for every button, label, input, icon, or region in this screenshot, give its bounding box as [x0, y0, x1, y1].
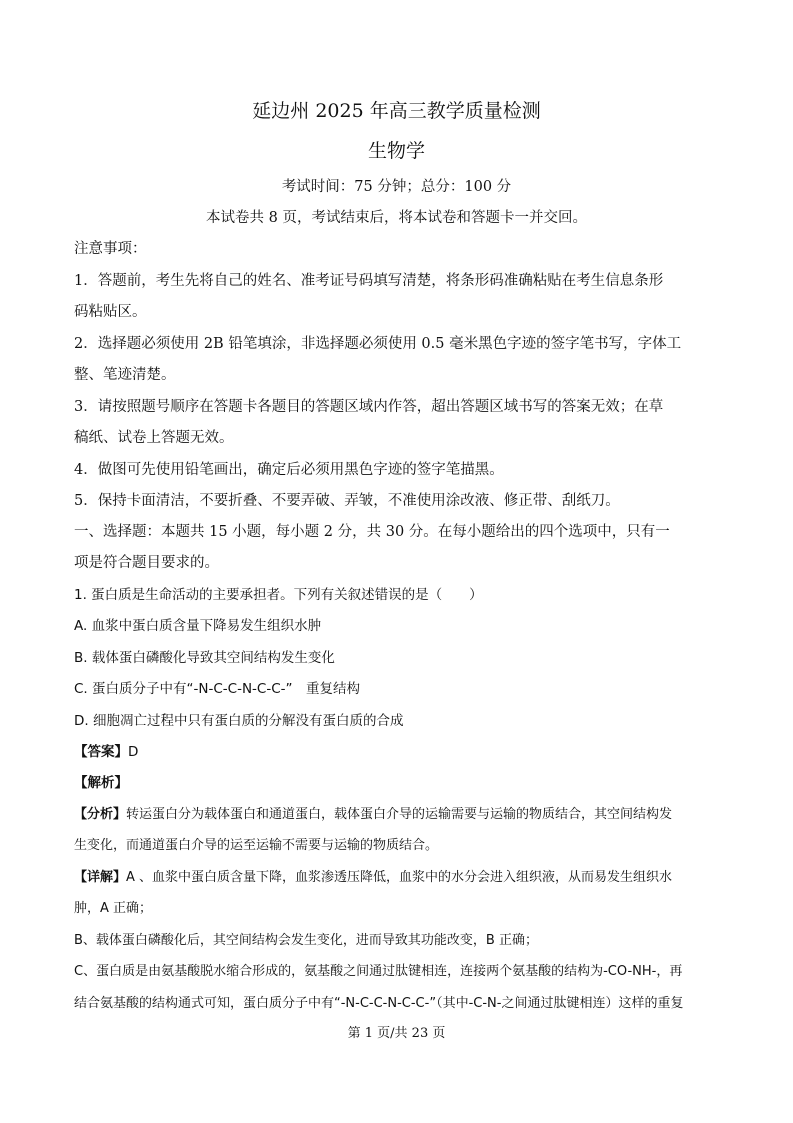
xiangjie-text: A 、血浆中蛋白质含量下降，血浆渗透压降低，血浆中的水分会进入组织液，从而易发生组织水 — [126, 870, 673, 885]
section-heading-cont: 项是符合题目要求的。 — [74, 555, 219, 571]
notice-heading: 注意事项： — [74, 241, 147, 257]
subject-title: 生物学 — [367, 140, 425, 162]
option-d: D. 细胞凋亡过程中只有蛋白质的分解没有蛋白质的合成 — [74, 713, 404, 729]
page-number: 第 1 页/共 23 页 — [347, 1026, 446, 1041]
notice-item-4: 4．做图可先使用铅笔画出，确定后必须用黑色字迹的签字笔描黑。 — [74, 462, 504, 478]
detail-c: C、蛋白质是由氨基酸脱水缩合形成的，氨基酸之间通过肽键相连，连接两个氨基酸的结构为-CO-NH-，再 — [74, 964, 683, 979]
option-a: A. 血浆中蛋白质含量下降易发生组织水肿 — [74, 618, 322, 634]
pages-info: 本试卷共 8 页，考试结束后，将本试卷和答题卡一并交回。 — [206, 210, 587, 226]
notice-item-1: 1．答题前，考生先将自己的姓名、准考证号码填写清楚，将条形码准确粘贴在考生信息条形 — [74, 273, 664, 289]
notice-item-3: 3．请按照题号顺序在答题卡各题目的答题区域内作答，超出答题区域书写的答案无效；在草 — [74, 399, 664, 415]
fenxi-text: 转运蛋白分为载体蛋白和通道蛋白，载体蛋白介导的运输需要与运输的物质结合，其空间结构发 — [126, 807, 673, 822]
section-heading: 一、选择题：本题共 15 小题，每小题 2 分，共 30 分。在每小题给出的四个选项中，只有一 — [74, 524, 670, 540]
option-c: C. 蛋白质分子中有“-N-C-C-N-C-C-” 重复结构 — [74, 681, 360, 697]
exam-info: 考试时间：75 分钟；总分：100 分 — [281, 179, 512, 195]
notice-item-2-cont: 整、笔迹清楚。 — [74, 367, 176, 383]
xiangjie-line — [74, 868, 724, 888]
notice-item-3-cont: 稿纸、试卷上答题无效。 — [74, 430, 234, 446]
answer-value: D — [128, 744, 139, 760]
xiangjie-tag: 【详解】 — [74, 870, 127, 885]
answer-line — [74, 742, 724, 762]
question-stem: 1. 蛋白质是生命活动的主要承担者。下列有关叙述错误的是（ ） — [74, 587, 483, 603]
fenxi-cont: 生变化，而通道蛋白介导的运至运输不需要与运输的物质结合。 — [74, 838, 439, 853]
notice-item-2: 2．选择题必须使用 2B 铅笔填涂，非选择题必须使用 0.5 毫米黑色字迹的签字笔书写，字体工 — [74, 336, 682, 352]
analysis-line — [74, 773, 724, 793]
detail-c-cont: 结合氨基酸的结构通式可知，蛋白质分子中有“-N-C-C-N-C-C-”（其中-C-N-之间通过肽键相连）这样的重复 — [74, 996, 684, 1011]
analysis-tag: 【解析】 — [74, 775, 128, 791]
xiangjie-cont: 肿，A 正确； — [74, 901, 153, 916]
exam-title: 延边州 2025 年高三教学质量检测 — [252, 100, 541, 122]
notice-item-1-cont: 码粘贴区。 — [74, 304, 147, 320]
notice-item-5: 5．保持卡面清洁，不要折叠、不要弄破、弄皱，不准使用涂改液、修正带、刮纸刀。 — [74, 493, 620, 509]
fenxi-tag: 【分析】 — [74, 807, 127, 822]
detail-b: B、载体蛋白磷酸化后，其空间结构会发生变化，进而导致其功能改变，B 正确； — [74, 933, 538, 948]
answer-tag: 【答案】 — [74, 744, 128, 760]
fenxi-line — [74, 805, 724, 825]
option-b: B. 载体蛋白磷酸化导致其空间结构发生变化 — [74, 650, 335, 666]
